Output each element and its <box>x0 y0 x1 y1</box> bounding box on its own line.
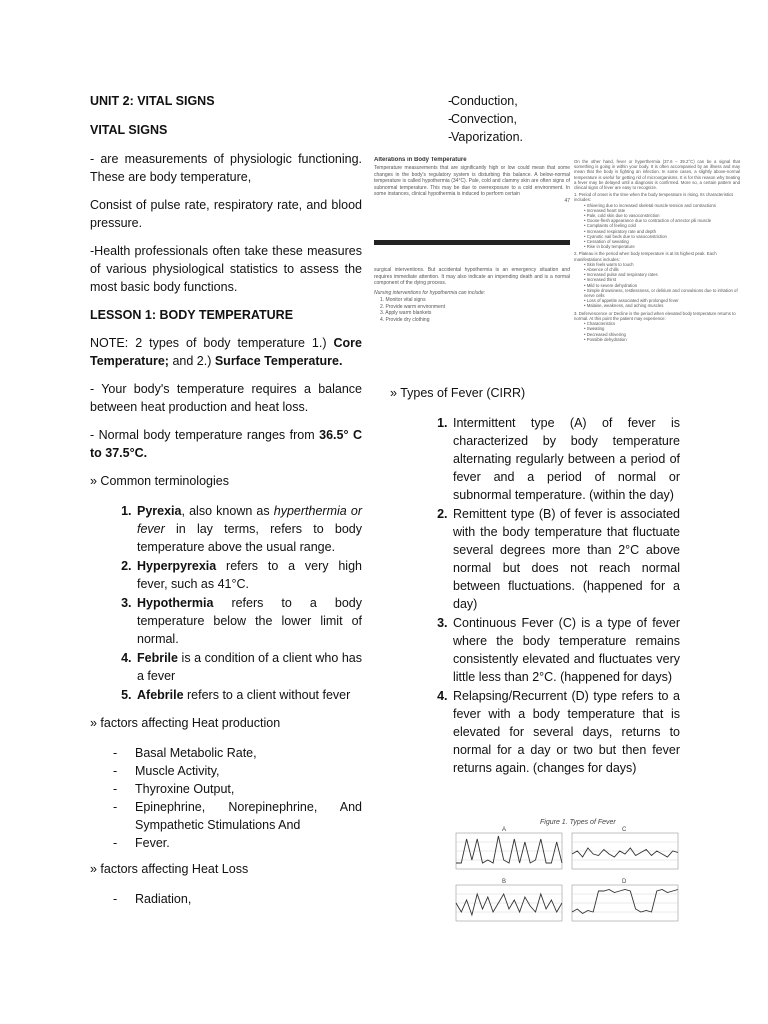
section-title: VITAL SIGNS <box>90 123 168 137</box>
list-item: • Complaints of feeling cold <box>584 223 636 229</box>
heat-loss-list-right-block <box>425 92 680 146</box>
heat-loss-list-left <box>90 890 362 908</box>
scan-page-number: 47 <box>564 197 570 204</box>
list-item: • Mild to severe dehydration <box>584 282 638 288</box>
list-item: • Shivering due to increased skeletal muscle tension and contractions <box>584 202 716 208</box>
list-item: 2. Remittent type (B) of fever is associated with the body temperature that fluctuate several degrees more than 2°C above normal but does not reach normal between fluctuations. (happened for a day) <box>451 505 680 613</box>
scan-onset-list <box>574 203 740 250</box>
fever-types-figure <box>450 815 682 927</box>
list-item: • Simple drowsiness, restlessness, or delirium and convulsions due to irritation of nerve cells <box>584 287 738 299</box>
scan-nursing-heading: Nursing interventions for hypothermia can include: <box>374 289 486 296</box>
scanned-textbook-excerpt <box>374 157 740 369</box>
scan-divider-bar <box>374 240 570 245</box>
panel-label-b: B <box>502 879 507 885</box>
list-item: 2. Hyperpyrexia refers to a very high fever, such as 41°C. <box>135 557 362 593</box>
list-item: - Convection, <box>425 110 680 128</box>
list-item: • Malaise, weakness, and aching muscles <box>584 303 664 309</box>
list-item: • Increased respiratory rate and depth <box>584 228 656 234</box>
list-item: • Decreased shivering <box>584 331 626 337</box>
lesson-title: LESSON 1: BODY TEMPERATURE <box>90 308 294 322</box>
list-item: • Increased pulse and respiratory rates <box>584 272 658 278</box>
intro-paragraph-1: - are measurements of physiologic functioning. These are body temperature, <box>90 152 362 184</box>
scan-defervescence-list <box>574 321 740 342</box>
list-item: - Radiation, <box>90 890 362 908</box>
unit-title: UNIT 2: VITAL SIGNS <box>90 94 215 108</box>
list-item: 1. Pyrexia, also known as hyperthermia or fever in lay terms, refers to body temperature above the usual range. <box>135 502 362 556</box>
list-item: • Cyanotic nail beds due to vasoconstriction <box>584 233 667 239</box>
list-item: 1. Intermittent type (A) of fever is characterized by body temperature alternating regularly between a period of fever and a period of normal or subnormal temperature. (within the day) <box>451 414 680 504</box>
panel-label-c: C <box>622 827 627 833</box>
scan-paragraph-1: Temperature measurements that are significantly high or low could mean that some changes in the body's regulatory system is disturbing this balance. A below-normal temperature is called hypothermia (34°C). Pale, cold and clammy skin are often signs of subnormal temperature. This may be due to overexposure to a cold environment. In some instances, clinical hypothermia is induced to perform certain <box>374 165 570 197</box>
list-item: 3. Apply warm blankets <box>380 310 432 316</box>
scan-defervescence: 3. Defervescence or Decline is the period when elevated body temperature returns to normal. At this point the patient may experience: <box>574 310 736 321</box>
normal-range-paragraph: - Normal body temperature ranges from 36.5° C to 37.5°C. <box>90 428 362 460</box>
list-item: 4. Febrile is a condition of a client who has a fever <box>135 649 362 685</box>
scan-plateau-list <box>574 262 740 309</box>
list-item: 3. Continuous Fever (C) is a type of fever where the body temperature remains consistently elevated and fluctuates very little less than 2°C. (happened for days) <box>451 614 680 686</box>
list-item: - Fever. <box>90 834 362 852</box>
balance-paragraph: - Your body's temperature requires a balance between heat production and heat loss. <box>90 382 362 414</box>
scan-onset: 1. Period of onset is the time when the body temperature is rising. Its characteristics includes: <box>574 192 734 203</box>
list-item: - Muscle Activity, <box>90 762 362 780</box>
right-column <box>390 384 680 787</box>
scan-right-column <box>574 159 740 342</box>
intro-paragraph-3: -Health professionals often take these measures of various physiological statistics to assess the most basic body functions. <box>90 244 362 294</box>
panel-label-a: A <box>502 827 507 833</box>
list-item: - Thyroxine Output, <box>90 780 362 798</box>
intro-paragraph-2: Consist of pulse rate, respiratory rate, and blood pressure. <box>90 198 362 230</box>
scan-plateau: 2. Plateau is the period when body temperature is at its highest peak. Each manifestations includes: <box>574 251 717 262</box>
list-item: • Skin feels warm to touch <box>584 261 634 267</box>
fever-types-heading: » Types of Fever (CIRR) <box>390 386 526 400</box>
note-paragraph: NOTE: 2 types of body temperature 1.) Core Temperature; and 2.) Surface Temperature. <box>90 336 362 368</box>
scan-fever-paragraph: On the other hand, fever or hyperthermia (37.6 – 39.2°C) can be a signal that something is going in within your body. It is often accompanied by an illness and may mean that the body is fighting an infection. In some cases, a slightly above-normal temperature is useful for getting rid of microorganisms. It is for this reason why treating a fever may be delayed until a diagnosis is confirmed. More so, a certain pattern and clinical signs of fever are easy to recognize. <box>574 159 740 191</box>
figure-panels <box>456 833 678 921</box>
list-item: • Absence of chills <box>584 267 619 273</box>
list-item: 4. Relapsing/Recurrent (D) type refers to a fever with a body temperature that is elevated for several days, returns to normal for a day or two but then fever returns again. (changes for days) <box>451 687 680 777</box>
scan-paragraph-2: surgical interventions. But accidental hypothermia is an emergency situation and requires immediate attention. It may also indicate an impending death and is a normal component of the dying process. <box>374 267 570 286</box>
list-item: - Vaporization. <box>425 128 680 146</box>
list-item: • Sweating <box>584 326 605 332</box>
list-item: 2. Provide warm environment <box>380 303 446 310</box>
fever-figure-svg <box>450 815 682 927</box>
figure-title: Figure 1. Types of Fever <box>540 819 616 826</box>
panel-label-d: D <box>622 879 627 885</box>
scan-left-upper <box>374 157 570 204</box>
list-item: • Increased heart rate <box>584 207 626 213</box>
heat-loss-list-right <box>425 92 680 146</box>
list-item: • Pale, cold skin due to vasoconstriction <box>584 213 660 219</box>
list-item: • Characteristics <box>584 321 616 327</box>
heat-production-heading: » factors affecting Heat production <box>90 716 281 730</box>
fever-types-list <box>424 414 680 777</box>
left-column <box>90 92 362 916</box>
list-item: 5. Afebrile refers to a client without fever <box>135 686 362 704</box>
scan-heading: Alterations in Body Temperature <box>374 157 467 163</box>
list-item: - Basal Metabolic Rate, <box>90 744 362 762</box>
list-item: • Goose-flesh appearance due to contraction of arrector pili muscle <box>584 218 712 224</box>
terminology-list <box>90 502 362 704</box>
list-item: • Cessation of sweating <box>584 239 629 245</box>
list-item: - Epinephrine, Norepinephrine, And Sympathetic Stimulations And <box>90 798 362 834</box>
list-item: • Possible dehydration <box>584 336 627 342</box>
heat-production-list <box>90 744 362 852</box>
list-item: • Increased thirst <box>584 277 617 283</box>
list-item: - Conduction, <box>425 92 680 110</box>
terminology-heading: » Common terminologies <box>90 474 229 488</box>
list-item: 3. Hypothermia refers to a body temperature below the lower limit of normal. <box>135 594 362 648</box>
list-item: 1. Monitor vital signs <box>380 297 426 303</box>
list-item: • Rise in body temperature <box>584 244 635 250</box>
list-item: • Loss of appetite associated with prolonged fever <box>584 298 679 304</box>
list-item: 4. Provide dry clothing <box>380 316 430 323</box>
heat-loss-heading: » factors affecting Heat Loss <box>90 862 249 876</box>
scan-left-lower <box>374 267 570 323</box>
